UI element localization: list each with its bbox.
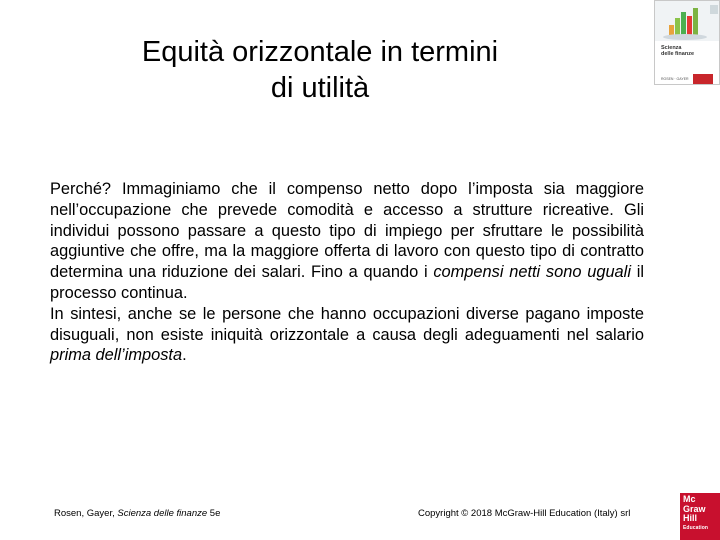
paragraph-1-italic: compensi netti sono uguali [433,263,631,282]
slide-title-line-1: Equità orizzontale in termini [141,36,499,68]
book-cover-title-line-1: Scienza [661,45,682,51]
slide-title [60,34,580,106]
logo-line-2: Graw [683,503,706,514]
book-cover-thumbnail [654,0,720,85]
paragraph-1-text-b: il processo continua. [50,263,644,302]
footer-citation-book: Scienza delle finanze [117,508,208,519]
mcgraw-hill-logo [680,493,720,540]
footer-copyright: Copyright © 2018 McGraw-Hill Education (Italy) srl [418,508,631,519]
footer-citation-authors: Rosen, Gayer, [54,508,118,519]
book-cover-publisher-mark [693,74,713,84]
slide-body [50,179,644,366]
logo-line-1: Mc [683,494,696,504]
logo-line-4: Education [683,524,709,531]
paragraph-1 [50,179,644,304]
footer-citation-edition: 5e [207,508,221,519]
paragraph-2 [50,304,644,366]
paragraph-1-text-a: Perché? Immaginiamo che il compenso netto dopo l’imposta sia maggiore nell’occupazione che prevede comodità e accesso a strutture ricreative. Gli individui possono passare a questo tipo di impiego per sfruttare le possibilità aggiuntive che offre, ma la maggiore offerta di lavoro con questo tipo di contratto determina una riduzione dei salari. Fino a quando i [50,180,644,282]
book-cover-title-line-2: delle finanze [661,51,695,57]
paragraph-2-italic: prima dell’imposta [50,346,183,365]
slide-title-line-2: di utilità [270,72,370,104]
paragraph-2-text-a: In sintesi, anche se le persone che hanno occupazioni diverse pagano imposte disuguali, non esiste iniquità orizzontale a causa degli adeguamenti nel salario [50,304,644,344]
book-cover-title [661,45,694,57]
book-cover-author: ROSEN · GAYER [661,77,689,81]
book-cover-graphic [655,1,720,41]
logo-line-3: Hill [683,513,698,523]
paragraph-2-text-b: . [182,346,187,365]
book-cover-bars-icon [655,1,720,41]
footer-citation [54,508,220,520]
